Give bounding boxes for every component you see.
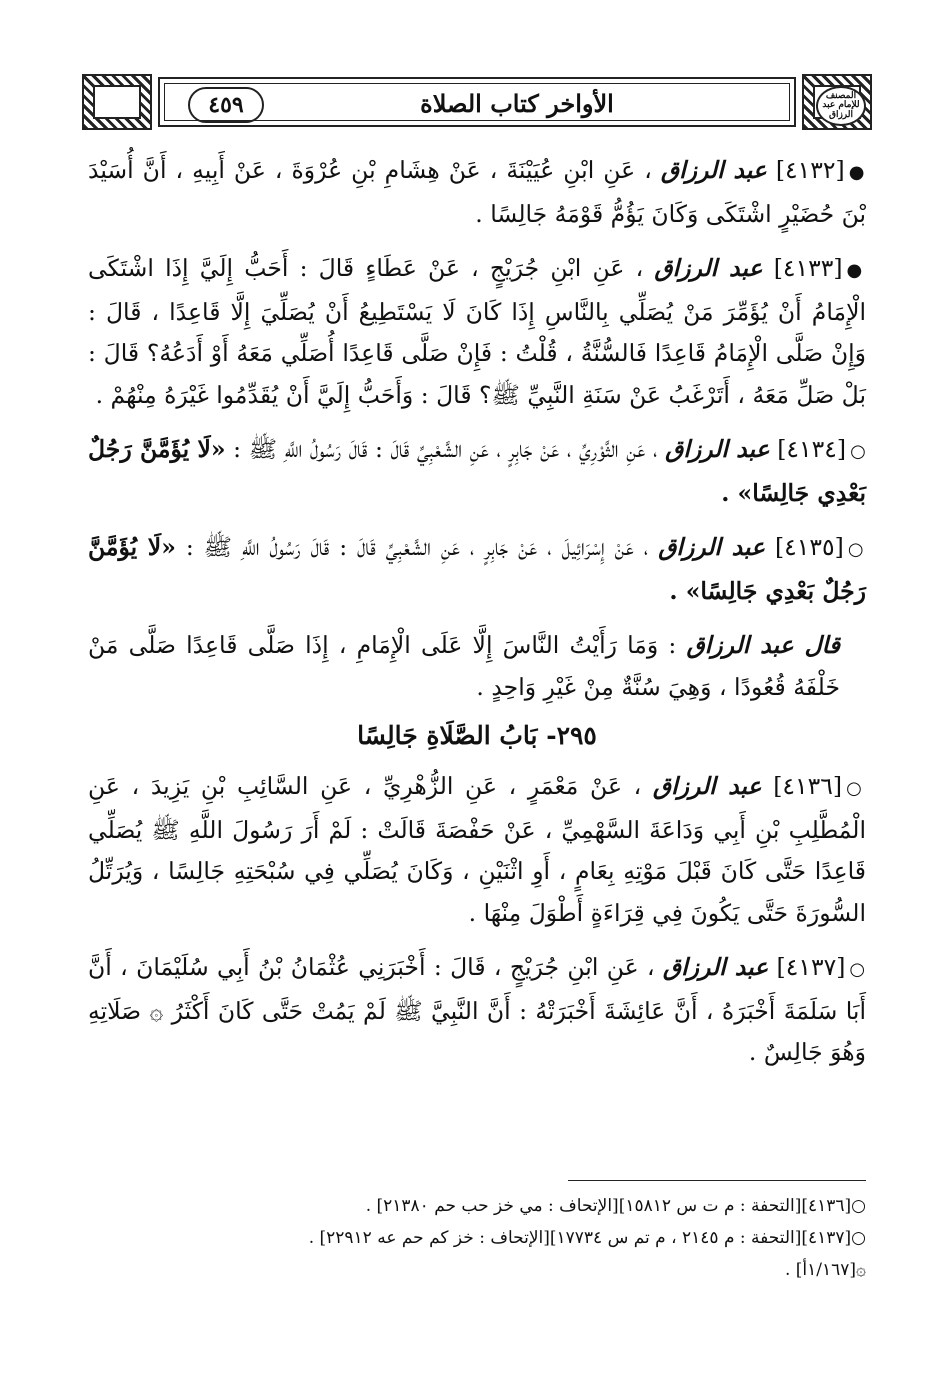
author-comment (88, 625, 866, 708)
main-text (88, 150, 866, 1087)
footnote: ○[٤١٣٦][التحفة : م ت س ١٥٨١٢][الإتحاف : مي خز حب حم ٢١٣٨٠] . (365, 1196, 866, 1216)
hadith-entry (88, 248, 866, 416)
entry-source: عبد الرزاق (660, 156, 767, 184)
page-header (82, 74, 872, 130)
entry-number: [٤١٣٣] (773, 254, 843, 282)
hadith-entry (88, 429, 866, 514)
entry-text: ، عَنْ مَعْمَرٍ ، عَنِ الزُّهْرِيِّ ، عَنِ السَّائِبِ بْنِ يَزِيدَ ، عَنِ الْمُطَّلِبِ بْنِ أَبِي وَدَاعَةَ السَّهْمِيِّ ، عَنْ حَفْصَةَ قَالَتْ : لَمْ أَرَ رَسُولَ اللَّهِ ﷺ يُصَلِّي قَاعِدًا حَتَّى كَانَ قَبْلَ مَوْتِهِ بِعَامٍ ، أَوِ اثْنَيْنِ ، وَكَانَ يُصَلِّي فِي سُبْحَتِهِ جَالِسًا ، وَيُرَتِّلُ السُّورَةَ حَتَّى يَكُونَ فِي قِرَاءَةٍ أَطْوَلَ مِنْهَا . (88, 772, 866, 927)
entry-text: ، عَنِ ابْنِ جُرَيْجٍ ، قَالَ : أَخْبَرَنِي عُثْمَانُ بْنُ أَبِي سُلَيْمَانَ ، أَنَّ أَبَا سَلَمَةَ أَخْبَرَهُ ، أَنَّ عَائِشَةَ أَخْبَرَتْهُ : أَنَّ النَّبِيَّ ﷺ لَمْ يَمُتْ حَتَّى كَانَ أَكْثَرُ ۞ صَلَاتِهِ وَهُوَ جَالِسٌ . (88, 953, 866, 1066)
footnote: ۞[١/١٦٧أ] . (784, 1260, 866, 1280)
comment-source: قال عبد الرزاق (686, 631, 840, 659)
header-ornament-left (82, 74, 152, 130)
chapter-title: ٢٩٥- بَابُ الصَّلَاةِ جَالِسًا (357, 721, 597, 750)
entry-marker: ● (846, 260, 866, 281)
entry-marker: ○ (846, 778, 866, 799)
entry-source: عبد الرزاق (665, 435, 770, 463)
entry-quote: «لَا يُؤَمَّنَّ رَجُلٌ بَعْدِي جَالِسًا» . (88, 533, 866, 605)
footnote: ○[٤١٣٧][التحفة : م ٢١٤٥ ، م تم س ١٧٧٣٤][الإتحاف : خز كم حم عه ٢٢٩١٢] . (308, 1228, 866, 1248)
entry-text: ، عَنْ إِسْرَائِيلَ ، عَنْ جَابِرٍ ، عَنِ الشَّعْبِيِّ قَالَ : قَالَ رَسُولُ اللَّهِ ﷺ : (185, 533, 649, 561)
entry-text: ، عَنِ ابْنِ جُرَيْجٍ ، عَنْ عَطَاءٍ قَالَ : أَحَبُّ إِلَيَّ إِذَا اشْتَكَى الْإِمَامُ أَنْ يُؤَمِّرَ مَنْ يُصَلِّي بِالنَّاسِ إِذَا كَانَ لَا يَسْتَطِيعُ أَنْ يُصَلِّيَ إِلَّا قَاعِدًا ، قَالَ : وَإِنْ صَلَّى الْإِمَامُ قَاعِدًا فَالسُّنَّةُ ، قُلْتُ : فَإِنْ صَلَّى قَاعِدًا أُصَلِّي مَعَهُ أَوْ أَدَعُهُ؟ قَالَ : بَلْ صَلِّ مَعَهُ ، أَتَرْغَبُ عَنْ سَنَةِ النَّبِيِّ ﷺ؟ قَالَ : وَأَحَبُّ إِلَيَّ أَنْ يُقَدِّمُوا غَيْرَهُ مِنْهُمْ . (88, 254, 866, 409)
entry-marker: ○ (849, 959, 866, 980)
hadith-entry (88, 150, 866, 235)
entry-marker: ○ (847, 539, 866, 560)
entry-quote: «لَا يُؤَمَّنَّ رَجُلٌ بَعْدِي جَالِسًا» . (88, 435, 866, 507)
entry-number: [٤١٣٦] (773, 772, 843, 800)
entry-source: عبد الرزاق (652, 772, 762, 800)
entry-marker: ○ (850, 441, 866, 462)
page-number: ٤٥٩ (188, 87, 264, 123)
entry-source: عبد الرزاق (662, 953, 769, 981)
entry-number: [٤١٣٢] (775, 156, 845, 184)
comment-text: : وَمَا رَأَيْتُ النَّاسَ إِلَّا عَلَى الْإِمَامِ ، إِذَا صَلَّى قَاعِدًا صَلَّى مَنْ خَلْفَهُ قُعُودًا ، وَهِيَ سُنَّةٌ مِنْ غَيْرِ وَاحِدٍ . (88, 631, 840, 701)
entry-source: عبد الرزاق (654, 254, 763, 282)
footnotes (88, 1190, 866, 1286)
entry-source: عبد الرزاق (658, 533, 766, 561)
hadith-entry (88, 527, 866, 612)
header-frame (158, 77, 796, 127)
hadith-entry (88, 766, 866, 934)
footnote-divider (568, 1180, 866, 1181)
book-seal-logo: المصنف للإمام عبد الرزاق (816, 86, 866, 126)
header-ornament-right (802, 74, 872, 130)
entry-marker: ● (848, 162, 866, 183)
running-title: الأواخر كتاب الصلاة (420, 89, 614, 118)
entry-number: [٤١٣٧] (776, 953, 846, 981)
entry-text: ، عَنِ الثَّوْرِيِّ ، عَنْ جَابِرٍ ، عَنِ الشَّعْبِيِّ قَالَ : قَالَ رَسُولُ اللَّهِ ﷺ : (233, 435, 658, 463)
entry-number: [٤١٣٤] (777, 435, 847, 463)
entry-text: ، عَنِ ابْنِ عُيَيْنَةَ ، عَنْ هِشَامِ بْنِ عُرْوَةَ ، عَنْ أَبِيهِ ، أَنَّ أُسَيْدَ بْنَ حُضَيْرٍ اشْتَكَى وَكَانَ يَؤُمُّ قَوْمَهُ جَالِسًا . (88, 156, 866, 228)
entry-number: [٤١٣٥] (774, 533, 844, 561)
hadith-entry (88, 947, 866, 1074)
